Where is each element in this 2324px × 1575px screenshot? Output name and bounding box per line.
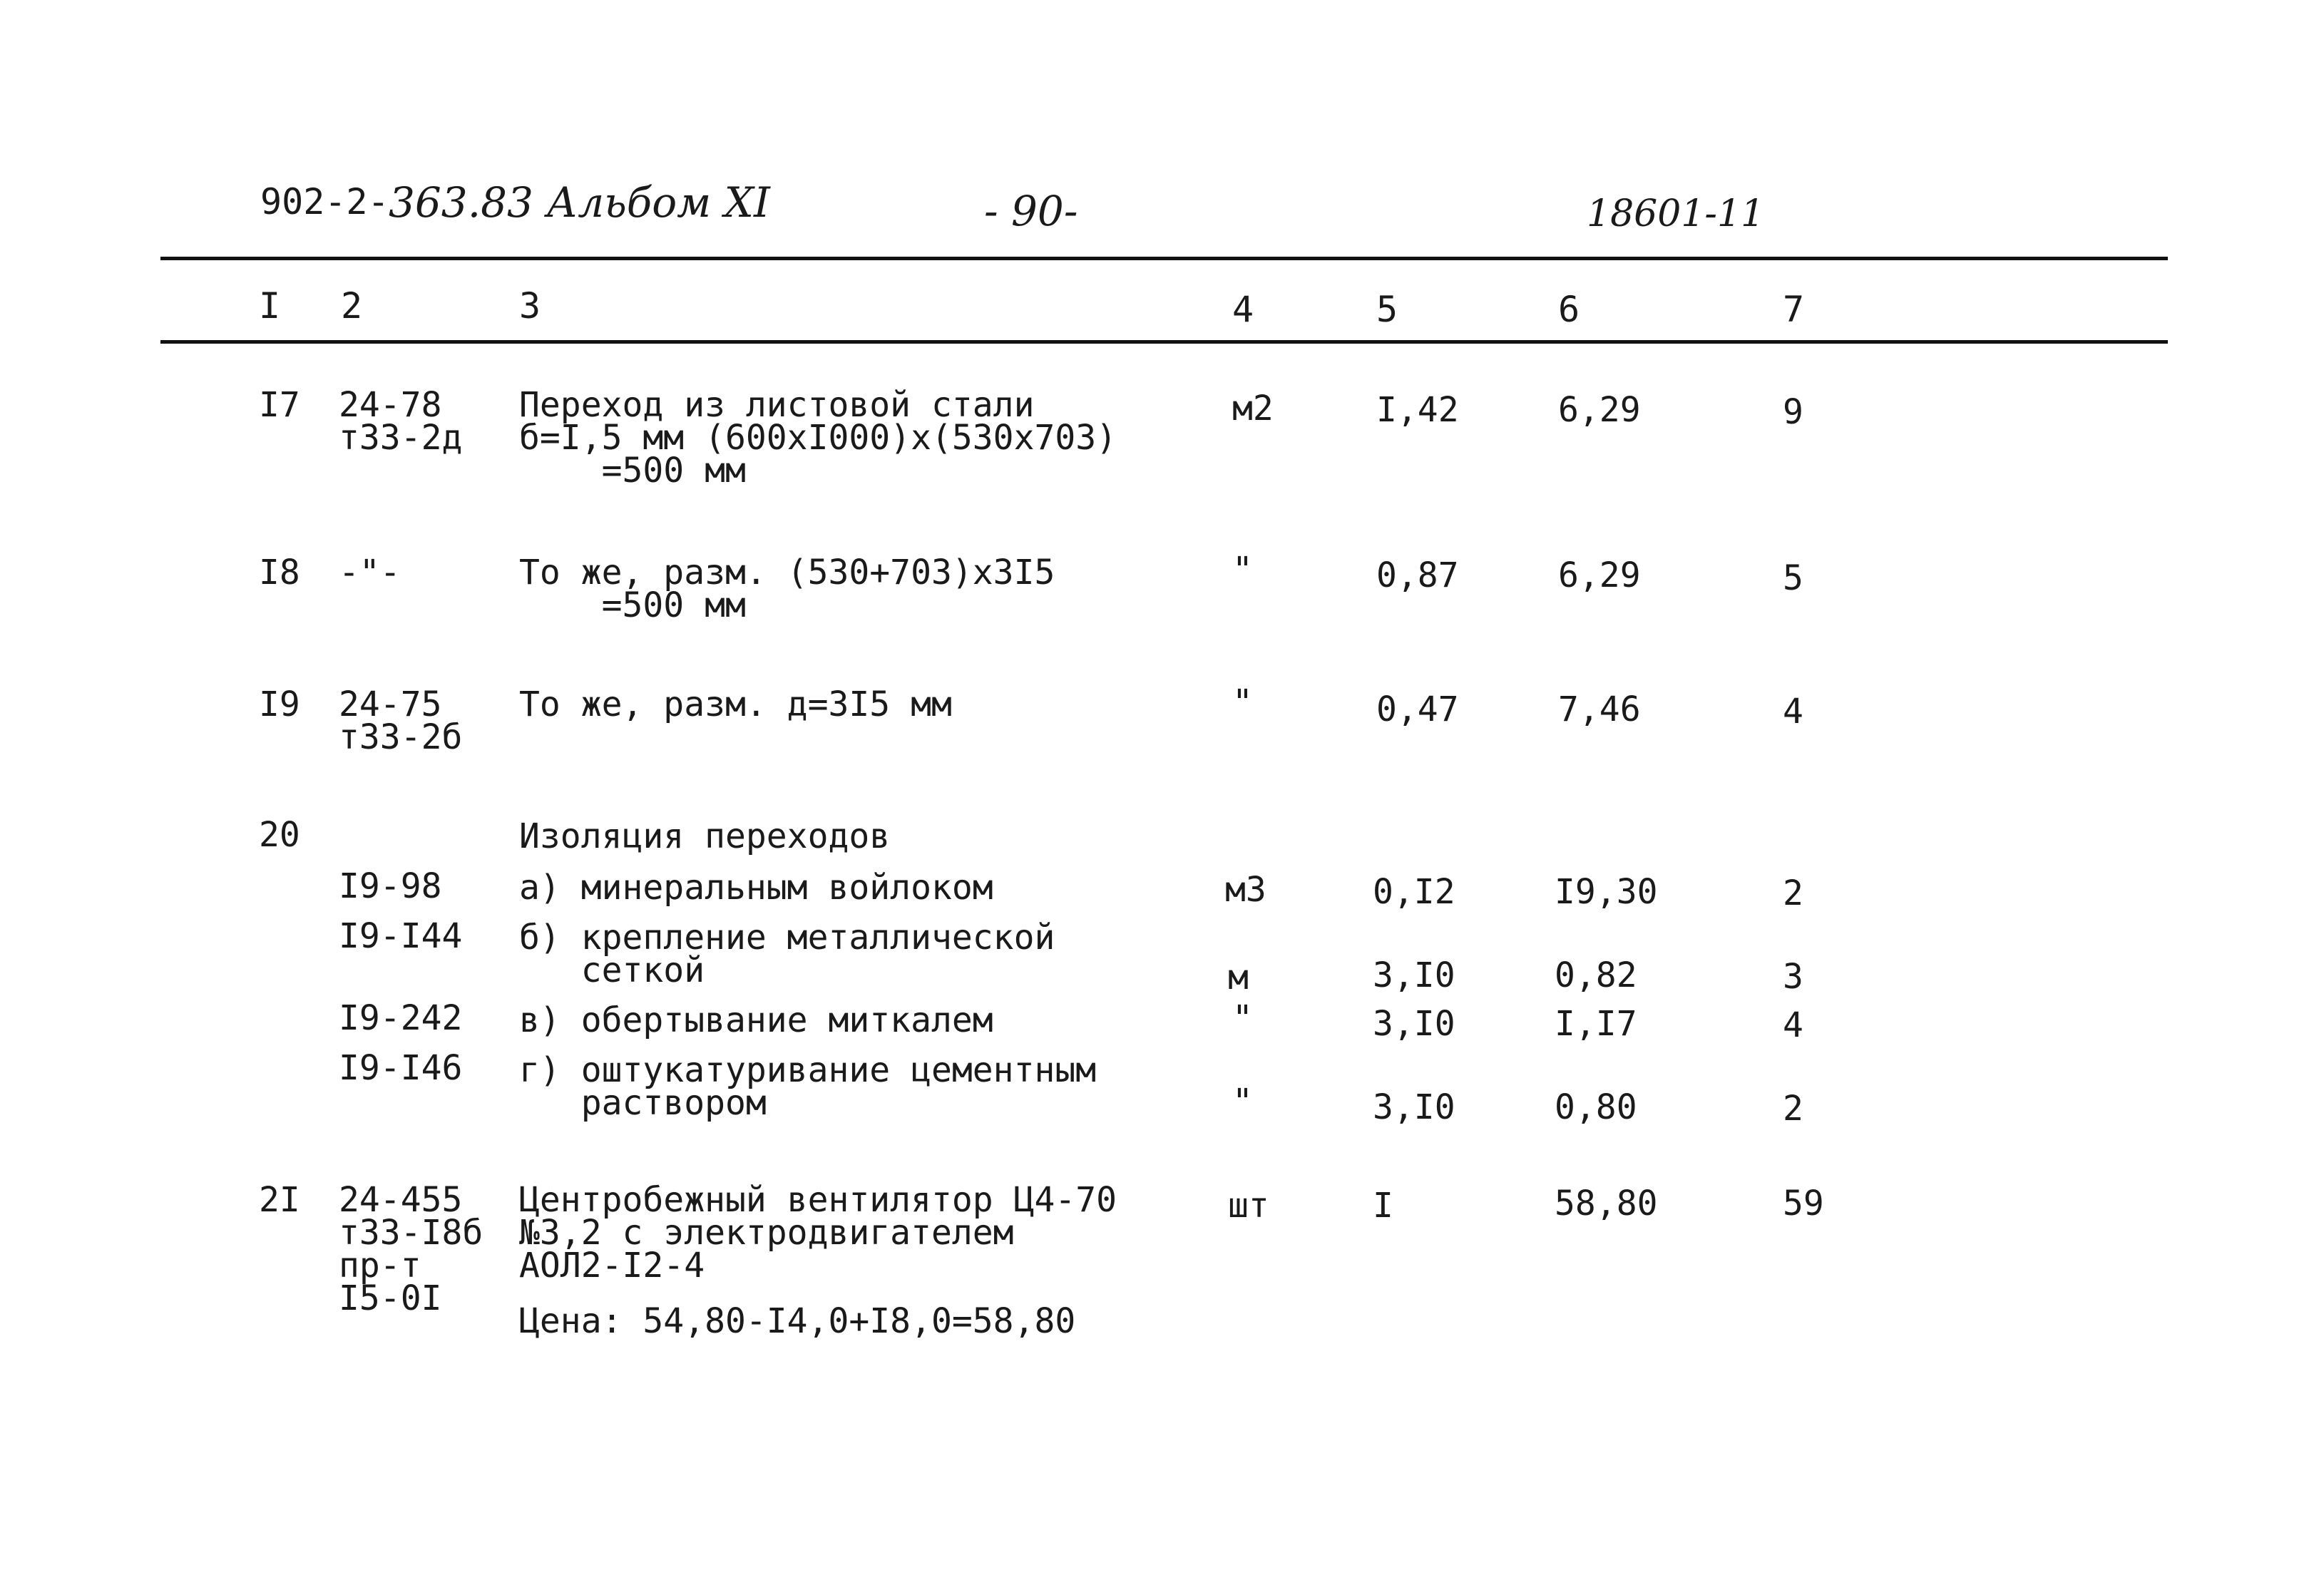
price-code: I9-242 — [339, 998, 463, 1038]
price-code: I9-98 — [339, 866, 442, 906]
price-code: 24-75 — [339, 684, 442, 724]
price-code: т33-2д — [339, 418, 463, 458]
unit: м2 — [1232, 389, 1274, 429]
section-title: Изоляция переходов — [519, 816, 891, 856]
row-number: I8 — [259, 553, 300, 592]
price-code: пр-т — [339, 1246, 421, 1286]
unit: м — [1228, 958, 1249, 997]
header-bottom-rule — [160, 340, 2168, 344]
item-description: сеткой — [519, 950, 705, 990]
unit-price: 6,29 — [1558, 390, 1641, 430]
total-cost: 2 — [1783, 1089, 1803, 1129]
quantity: 3,I0 — [1373, 1004, 1455, 1044]
total-cost: 4 — [1783, 1005, 1803, 1045]
unit-price: 58,80 — [1555, 1184, 1658, 1223]
top-rule — [160, 257, 2168, 260]
total-cost: 5 — [1783, 558, 1803, 598]
unit: " — [1232, 1082, 1253, 1122]
column-header-4: 4 — [1232, 289, 1254, 330]
column-header-7: 7 — [1783, 289, 1805, 330]
column-header-6: 6 — [1558, 289, 1580, 330]
column-header-1: I — [259, 285, 281, 327]
price-code: т33-I8б — [339, 1213, 483, 1253]
total-cost: 2 — [1783, 873, 1803, 913]
item-description: а) минеральным войлоком — [519, 868, 993, 908]
price-code: 24-78 — [339, 385, 442, 425]
unit-price: 6,29 — [1558, 555, 1641, 595]
price-code: I9-I46 — [339, 1048, 463, 1088]
item-description: Центробежный вентилятор Ц4-70 — [519, 1180, 1117, 1220]
unit-price: I,I7 — [1555, 1004, 1637, 1044]
total-cost: 9 — [1783, 392, 1803, 432]
quantity: 3,I0 — [1373, 955, 1455, 995]
price-code: т33-2б — [339, 717, 463, 757]
item-description: Переход из листовой стали — [519, 385, 1035, 425]
item-description: АОЛ2-I2-4 — [519, 1246, 705, 1286]
total-cost: 4 — [1783, 692, 1803, 732]
row-number: 2I — [259, 1180, 300, 1220]
price-code: -"- — [339, 553, 401, 592]
total-cost: 59 — [1783, 1184, 1824, 1223]
unit-price: 0,80 — [1555, 1087, 1637, 1127]
column-header-5: 5 — [1376, 289, 1398, 330]
price-code: I5-0I — [339, 1278, 442, 1318]
item-description: раствором — [519, 1083, 767, 1123]
quantity: I,42 — [1376, 390, 1459, 430]
column-header-3: 3 — [519, 285, 541, 327]
row-number: I7 — [259, 385, 300, 425]
unit: " — [1232, 682, 1253, 722]
unit: " — [1232, 550, 1253, 590]
unit: м3 — [1225, 870, 1266, 910]
price-note: Цена: 54,80-I4,0+I8,0=58,80 — [519, 1301, 1076, 1341]
document-code: 902-2- — [260, 181, 389, 222]
item-description: в) обертывание миткалем — [519, 1000, 993, 1040]
quantity: I — [1373, 1186, 1393, 1226]
unit-price: 0,82 — [1555, 955, 1637, 995]
quantity: 0,87 — [1376, 555, 1459, 595]
row-number: I9 — [259, 684, 300, 724]
item-description: =500 мм — [519, 585, 746, 625]
unit-price: I9,30 — [1555, 872, 1658, 912]
total-cost: 3 — [1783, 957, 1803, 997]
item-description: б=I,5 мм (600xI000)x(530x703) — [519, 418, 1117, 458]
item-description: То же, разм. д=3I5 мм — [519, 684, 952, 724]
unit: " — [1232, 998, 1253, 1038]
column-header-2: 2 — [341, 285, 363, 327]
item-description: №3,2 с электродвигателем — [519, 1213, 1014, 1253]
unit-price: 7,46 — [1558, 689, 1641, 729]
item-description: г) оштукатуривание цементным — [519, 1050, 1097, 1090]
page-number: - 90- — [984, 187, 1078, 235]
quantity: 3,I0 — [1373, 1087, 1455, 1127]
price-code: 24-455 — [339, 1180, 463, 1220]
item-description: То же, разм. (530+703)x3I5 — [519, 553, 1055, 592]
sheet-code: 18601-11 — [1587, 193, 1765, 235]
item-description: =500 мм — [519, 451, 746, 491]
row-number: 20 — [259, 815, 300, 855]
album-label: 363.83 Альбом XI — [389, 178, 770, 227]
price-code: I9-I44 — [339, 916, 463, 956]
quantity: 0,I2 — [1373, 872, 1455, 912]
item-description: б) крепление металлической — [519, 918, 1055, 958]
unit: шт — [1228, 1186, 1269, 1226]
quantity: 0,47 — [1376, 689, 1459, 729]
